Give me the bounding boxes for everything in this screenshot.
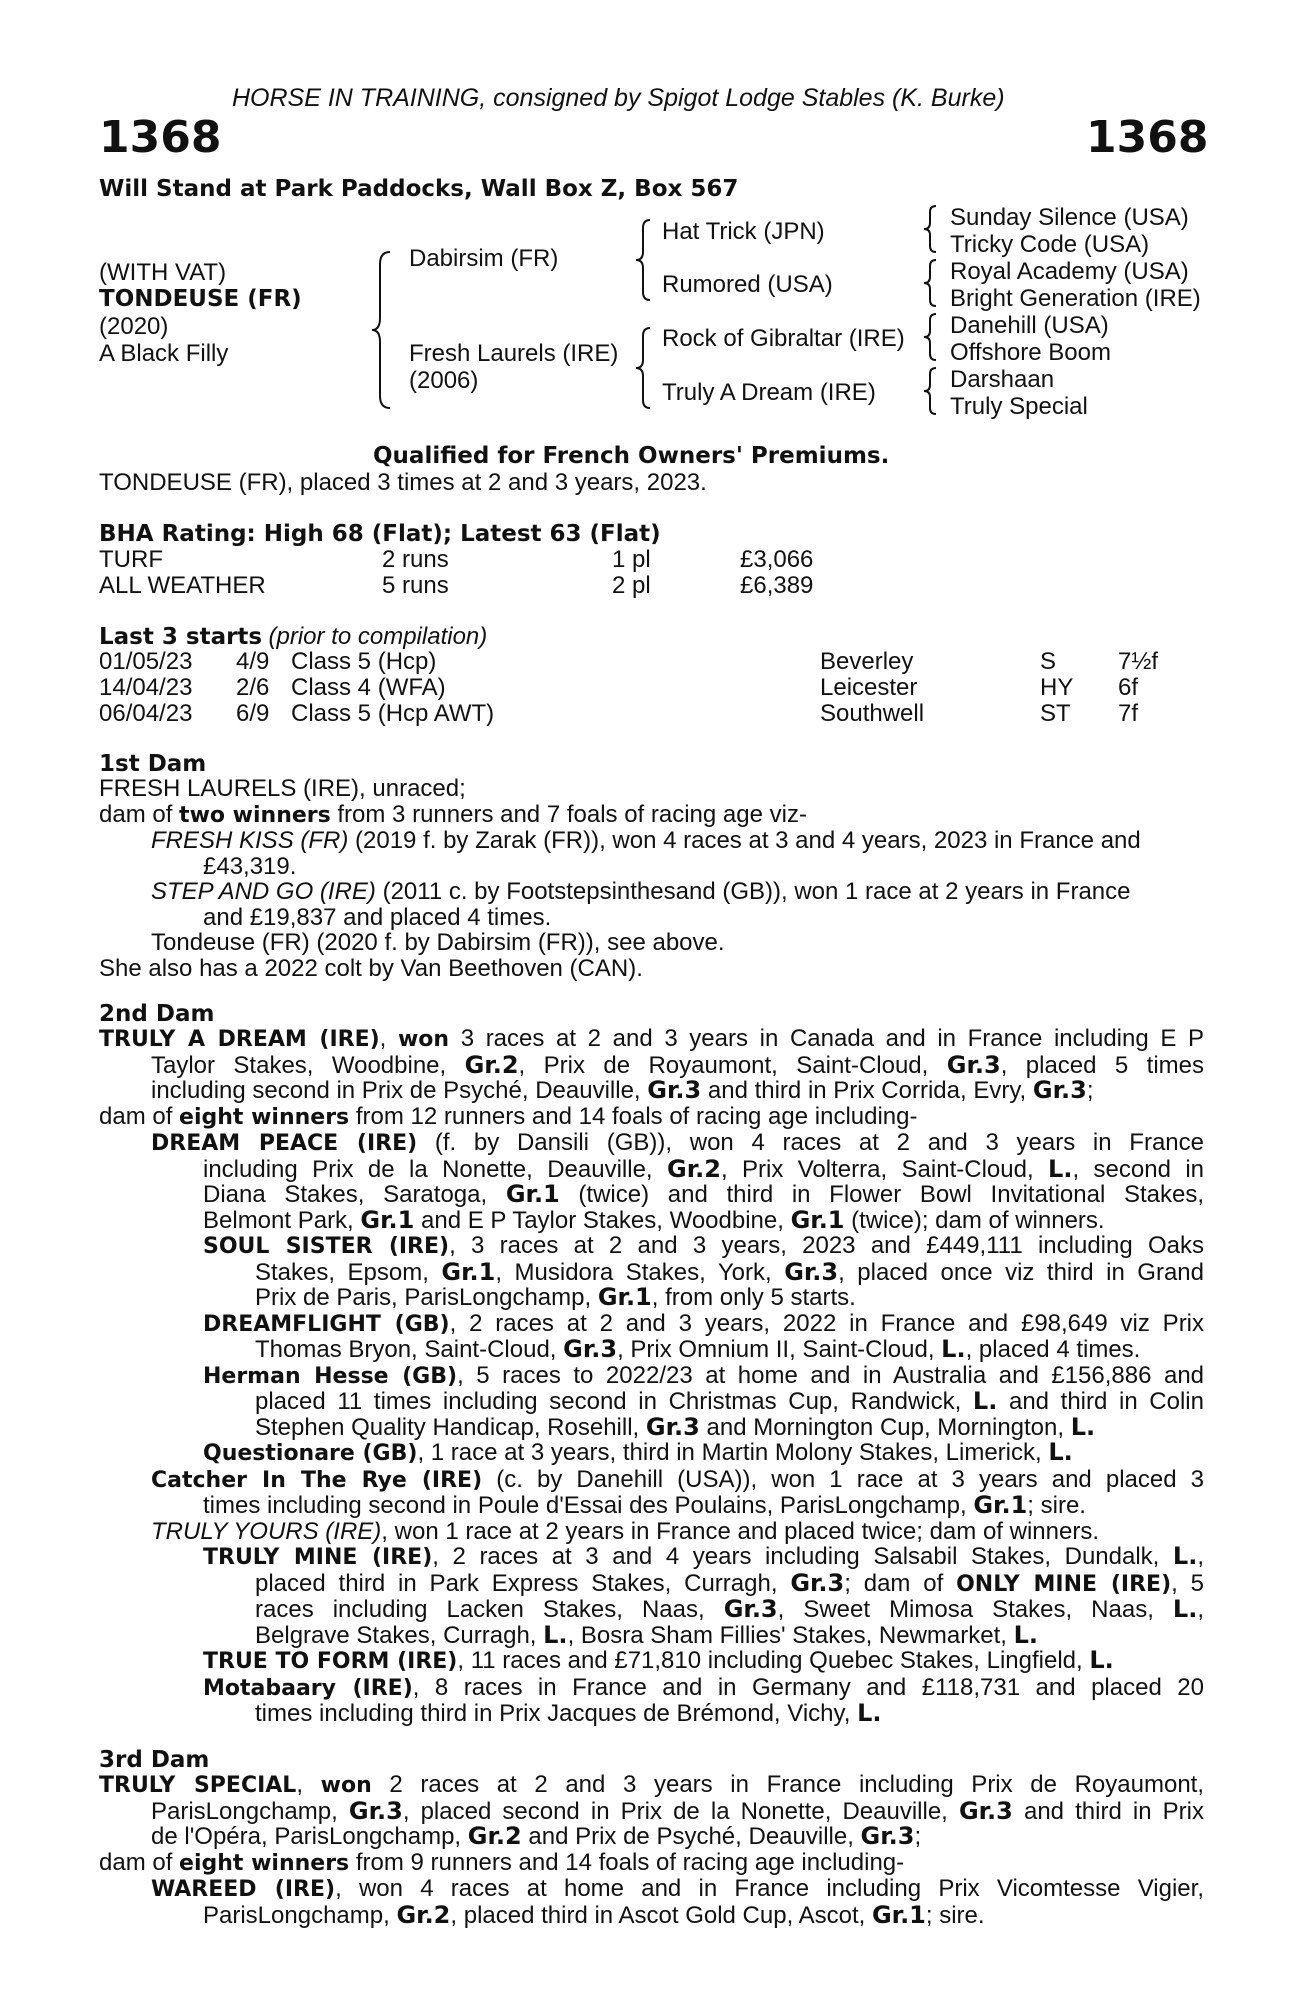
- text: won: [320, 1773, 372, 1798]
- grade: Gr.3: [946, 1050, 1001, 1079]
- grade: Gr.3: [860, 1822, 915, 1850]
- start-class-3: Class 5 (Hcp AWT): [291, 700, 495, 727]
- line: [151, 1900, 1204, 1929]
- text: , from only 5 starts.: [651, 1284, 856, 1311]
- text: , 5: [1171, 1569, 1204, 1597]
- text: and Mornington Cup, Mornington,: [699, 1413, 1071, 1441]
- pedigree-g3-1: Sunday Silence (USA): [950, 204, 1189, 231]
- horse-year: (2020): [99, 313, 169, 340]
- text: (f. by Dansili (GB)), won 4 races at 2 and 3 years in France: [417, 1129, 1204, 1156]
- produce-step-and-go: [99, 879, 1204, 930]
- rating-heading: BHA Rating: High 68 (Flat); Latest 63 (Flat): [99, 521, 661, 547]
- dam2-section: [99, 1026, 1204, 1727]
- text: Thomas Bryon, Saint-Cloud,: [255, 1336, 564, 1363]
- text: ;: [914, 1823, 922, 1850]
- grade: L.: [972, 1387, 998, 1415]
- text: , Prix de Royaumont, Saint-Cloud,: [518, 1051, 947, 1079]
- last-starts-note: (prior to compilation): [268, 623, 488, 650]
- line: [203, 1337, 1204, 1363]
- start-course-1: Beverley: [820, 648, 914, 675]
- text: and third in Colin: [997, 1388, 1204, 1415]
- text: Prix de Paris, ParisLongchamp,: [255, 1284, 598, 1311]
- rating-runs-2: 5 runs: [382, 572, 449, 599]
- text: , won 4 races at home and in France including Prix Vicomtesse Vigier,: [335, 1875, 1204, 1902]
- text: Stephen Quality Handicap, Rosehill,: [255, 1413, 646, 1441]
- produce-name: Catcher In The Rye (IRE): [151, 1467, 483, 1493]
- grade: Gr.3: [958, 1796, 1013, 1825]
- produce-name: DREAMFLIGHT (GB): [203, 1311, 450, 1337]
- start-going-3: ST: [1040, 700, 1071, 727]
- start-pos-1: 4/9: [236, 648, 270, 675]
- grade: Gr.2: [467, 1822, 522, 1850]
- grade: L.: [1070, 1412, 1096, 1441]
- line: [203, 1311, 1204, 1338]
- lot-number-right: 1368: [1086, 112, 1209, 163]
- grade: L.: [941, 1335, 966, 1363]
- grade: Gr.1: [597, 1283, 652, 1311]
- produce-true-to-form: [99, 1648, 1204, 1675]
- grade: Gr.3: [784, 1257, 839, 1286]
- text: ,: [379, 1025, 398, 1052]
- pedigree-dam-year: (2006): [409, 367, 479, 394]
- text: placed third in Park Express Stakes, Curragh,: [255, 1569, 791, 1597]
- text: placed 11 times including second in Christmas Cup, Randwick,: [255, 1388, 973, 1415]
- start-dist-1: 7½f: [1118, 648, 1159, 675]
- text: including second in Prix de Psyché, Deauville,: [151, 1077, 648, 1104]
- dam1-produce-line: [99, 802, 1204, 829]
- rating-placed-2: 2 pl: [612, 572, 651, 599]
- text: , Prix Volterra, Saint-Cloud,: [720, 1155, 1049, 1183]
- text: (2011 c. by Footstepsinthesand (GB)), won 1 race at 2 years in France: [375, 878, 1131, 905]
- pedigree-g3-4: Bright Generation (IRE): [950, 285, 1201, 312]
- grade: Gr.3: [723, 1595, 778, 1623]
- grade: L.: [857, 1699, 882, 1727]
- produce-tondeuse: Tondeuse (FR) (2020 f. by Dabirsim (FR)), see above.: [151, 929, 725, 956]
- horse-name: TONDEUSE (FR): [99, 286, 302, 312]
- grade: Gr.2: [667, 1154, 721, 1183]
- grade: Gr.3: [790, 1568, 845, 1597]
- pedigree-g3-5: Danehill (USA): [950, 312, 1109, 339]
- grade: Gr.3: [1032, 1076, 1087, 1104]
- winners-count: two winners: [179, 802, 331, 828]
- line: [203, 1285, 1204, 1311]
- line: [203, 1233, 1204, 1260]
- pedigree-dam-dam: Truly A Dream (IRE): [662, 379, 876, 406]
- grade: Gr.1: [505, 1180, 560, 1208]
- line: [203, 1675, 1204, 1702]
- text: , placed second in Prix de la Nonette, Deauville,: [402, 1797, 959, 1825]
- brace-g3-1: [922, 204, 938, 254]
- horse-description: A Black Filly: [99, 340, 229, 367]
- text: from 12 runners and 14 foals of racing age including-: [349, 1102, 918, 1130]
- consignor-line: HORSE IN TRAINING, consigned by Spigot Lodge Stables (K. Burke): [232, 84, 1005, 112]
- produce-dreamflight: [151, 1311, 1204, 1363]
- winners-count: eight winners: [179, 1850, 350, 1876]
- text: (2019 f. by Zarak (FR)), won 4 races at 3 and 4 years, 2023 in France and: [348, 827, 1141, 854]
- text: , placed once viz third in Grand: [838, 1258, 1205, 1286]
- text: , 2 races at 2 and 3 years, 2022 in France and £98,649 viz Prix: [449, 1309, 1205, 1337]
- text: , Sweet Mimosa Stakes, Naas,: [777, 1596, 1173, 1623]
- lot-number-left: 1368: [99, 112, 222, 163]
- produce-catcher-in-the-rye: [99, 1467, 1204, 1519]
- pedigree-g3-7: Darshaan: [950, 366, 1055, 393]
- line: [99, 1772, 1204, 1799]
- dam1-colt-note: She also has a 2022 colt by Van Beethoven (CAN).: [99, 954, 643, 982]
- text: 3 races at 2 and 3 years in Canada and in France including E P: [449, 1025, 1204, 1052]
- line: [255, 1597, 1204, 1623]
- pedigree-g3-2: Tricky Code (USA): [950, 231, 1150, 258]
- text: ParisLongchamp,: [203, 1901, 397, 1929]
- produce-name: WAREED (IRE): [151, 1877, 336, 1902]
- start-going-1: S: [1040, 648, 1057, 675]
- produce-name: Motabaary (IRE): [203, 1675, 413, 1701]
- text: , second in: [1072, 1155, 1205, 1183]
- dam2-heading: 2nd Dam: [99, 1001, 215, 1027]
- text: , 11 races and £71,810 including Quebec Stakes, Lingfield,: [457, 1647, 1090, 1674]
- grade: Gr.3: [348, 1796, 403, 1825]
- produce-name: DREAM PEACE (IRE): [151, 1131, 418, 1156]
- last-starts-title: Last 3 starts: [99, 624, 263, 650]
- text: and Prix de Psyché, Deauville,: [521, 1823, 861, 1850]
- text: , placed 5 times: [1000, 1051, 1204, 1079]
- produce-fresh-kiss: [99, 828, 1204, 879]
- text: dam of: [99, 1848, 180, 1876]
- dam2-line-4: [99, 1104, 1204, 1131]
- text: ; sire.: [925, 1901, 985, 1929]
- produce-questionare: [151, 1440, 1204, 1467]
- start-date-2: 14/04/23: [99, 674, 193, 701]
- text: , 1 race at 3 years, third in Martin Molony Stakes, Limerick,: [417, 1439, 1049, 1466]
- start-date-3: 06/04/23: [99, 700, 193, 727]
- produce-motabaary: [99, 1675, 1204, 1727]
- pedigree-sire-dam: Rumored (USA): [662, 271, 833, 298]
- text: (twice); dam of winners.: [844, 1206, 1105, 1234]
- dam3-heading: 3rd Dam: [99, 1747, 210, 1773]
- text: Taylor Stakes, Woodbine,: [151, 1051, 465, 1079]
- grade: Gr.1: [790, 1205, 845, 1234]
- premiums-note: Qualified for French Owners' Premiums.: [373, 443, 890, 469]
- text: , 8 races in France and in Germany and £118,731 and placed 20: [412, 1673, 1204, 1701]
- line: [151, 1493, 1204, 1519]
- text: and E P Taylor Stakes, Woodbine,: [414, 1206, 791, 1234]
- produce-name: TRULY MINE (IRE): [203, 1545, 433, 1570]
- start-dist-2: 6f: [1118, 674, 1139, 701]
- produce-name: Herman Hesse (GB): [203, 1363, 458, 1389]
- text: and £19,837 and placed 4 times.: [203, 903, 552, 931]
- text: including Prix de la Nonette, Deauville,: [203, 1155, 667, 1183]
- produce-truly-yours: [99, 1519, 1204, 1545]
- text: , Prix Omnium II, Saint-Cloud,: [617, 1336, 942, 1363]
- rating-prize-2: £6,389: [740, 572, 814, 599]
- vat-note: (WITH VAT): [99, 259, 227, 286]
- pedigree-g3-6: Offshore Boom: [950, 339, 1111, 366]
- line: [99, 1824, 1204, 1850]
- produce-wareed: [99, 1876, 1204, 1928]
- rating-prize-1: £3,066: [740, 546, 814, 573]
- grade: Gr.1: [360, 1205, 415, 1234]
- text: (twice) and third in Flower Bowl Invitational Stakes,: [559, 1181, 1204, 1208]
- grade: Gr.3: [645, 1412, 700, 1441]
- line: [151, 1205, 1204, 1234]
- text: 2 races at 2 and 3 years in France including Prix de Royaumont,: [371, 1771, 1205, 1798]
- pedigree-g3-8: Truly Special: [950, 393, 1088, 420]
- rating-surface-1: TURF: [99, 546, 163, 573]
- text: won: [397, 1027, 450, 1052]
- dam3-section: [99, 1772, 1204, 1928]
- text: £43,319.: [203, 852, 297, 880]
- line: [203, 1412, 1204, 1441]
- text: and third in Prix: [1012, 1797, 1204, 1825]
- text: , 2 races at 3 and 4 years including Salsabil Stakes, Dundalk,: [432, 1543, 1173, 1570]
- brace-g3-3: [922, 312, 938, 362]
- line: [203, 1701, 1204, 1727]
- text: from 9 runners and 14 foals of racing age including-: [349, 1848, 905, 1876]
- text: Belgrave Stakes, Curragh,: [255, 1621, 544, 1649]
- produce-herman-hesse: [151, 1363, 1204, 1441]
- produce-name: TRUE TO FORM (IRE): [203, 1649, 458, 1674]
- grade: L.: [1172, 1595, 1198, 1623]
- grade: Gr.3: [563, 1335, 618, 1363]
- text: , 5 races to 2022/23 at home and in Australia and £156,886 and: [457, 1361, 1205, 1389]
- text: Stakes, Epsom,: [255, 1258, 442, 1286]
- pedigree-sire: Dabirsim (FR): [409, 245, 559, 272]
- line: [203, 1363, 1204, 1390]
- text: , won 1 race at 2 years in France and placed twice; dam of winners.: [381, 1517, 1099, 1545]
- text: times including third in Prix Jacques de Brémond, Vichy,: [255, 1700, 858, 1727]
- line: [255, 1389, 1204, 1415]
- grade: Gr.2: [464, 1050, 519, 1079]
- start-course-3: Southwell: [820, 700, 925, 727]
- grade: Gr.2: [396, 1900, 451, 1929]
- produce-name: SOUL SISTER (IRE): [203, 1234, 450, 1259]
- text: , Musidora Stakes, York,: [495, 1258, 785, 1286]
- text: times including second in Poule d'Essai des Poulains, ParisLongchamp,: [203, 1492, 974, 1519]
- dam1-line: FRESH LAURELS (IRE), unraced;: [99, 775, 466, 802]
- text: ,: [1197, 1543, 1205, 1570]
- produce-name: Questionare (GB): [203, 1441, 418, 1466]
- pedigree-dam-sire: Rock of Gibraltar (IRE): [662, 325, 905, 352]
- line: [255, 1568, 1204, 1598]
- start-course-2: Leicester: [820, 674, 918, 701]
- produce-soul-sister: [151, 1233, 1204, 1311]
- text: ;: [1086, 1077, 1094, 1104]
- winners-count: eight winners: [179, 1104, 350, 1130]
- pedigree-brace-dam: [634, 326, 652, 410]
- line: [151, 1876, 1204, 1903]
- produce-truly-mine: [99, 1544, 1204, 1648]
- grade: L.: [1048, 1438, 1073, 1466]
- dam2-line-2: [151, 1050, 1204, 1079]
- produce-dream-peace: [99, 1130, 1204, 1467]
- rating-placed-1: 1 pl: [612, 546, 651, 573]
- text: , placed 4 times.: [965, 1336, 1141, 1363]
- rating-runs-1: 2 runs: [382, 546, 449, 573]
- dam-name: TRULY SPECIAL: [99, 1773, 297, 1798]
- line: [203, 1182, 1204, 1208]
- grade: Gr.1: [441, 1257, 496, 1286]
- grade: Gr.3: [647, 1076, 702, 1104]
- text: , Bosra Sham Fillies' Stakes, Newmarket,: [567, 1621, 1014, 1649]
- line: [151, 1467, 1204, 1494]
- grade: L.: [1172, 1542, 1198, 1570]
- grade: L.: [543, 1620, 568, 1649]
- line: [203, 1544, 1204, 1571]
- produce-name: ONLY MINE (IRE): [956, 1571, 1172, 1597]
- produce-name: TRULY YOURS (IRE): [151, 1517, 382, 1545]
- text: dam of: [99, 1102, 180, 1130]
- text: Belmont Park,: [203, 1206, 361, 1234]
- grade: Gr.1: [973, 1491, 1028, 1519]
- start-pos-3: 6/9: [236, 700, 270, 727]
- stand-location: Will Stand at Park Paddocks, Wall Box Z, Box 567: [99, 176, 739, 202]
- grade: L.: [1013, 1620, 1039, 1649]
- brace-g3-4: [922, 366, 938, 416]
- produce-name: FRESH KISS (FR): [151, 827, 349, 854]
- text: dam of: [99, 800, 180, 828]
- dam2-line-1: [99, 1026, 1204, 1053]
- text: ; dam of: [844, 1569, 957, 1597]
- grade: Gr.1: [871, 1900, 926, 1929]
- brace-g3-2: [922, 258, 938, 308]
- text: Diana Stakes, Saratoga,: [203, 1181, 506, 1208]
- start-class-2: Class 4 (WFA): [291, 674, 446, 701]
- dam1-section: [99, 776, 1204, 981]
- pedigree-sire-sire: Hat Trick (JPN): [662, 218, 825, 245]
- grade: L.: [1089, 1646, 1114, 1674]
- pedigree-g3-3: Royal Academy (USA): [950, 258, 1189, 285]
- text: from 3 runners and 7 foals of racing age viz-: [330, 800, 807, 828]
- text: and third in Prix Corrida, Evry,: [701, 1077, 1033, 1104]
- last-starts-heading: [99, 623, 487, 651]
- pedigree-dam: Fresh Laurels (IRE): [409, 340, 619, 367]
- text: ; sire.: [1027, 1492, 1086, 1519]
- start-dist-3: 7f: [1118, 700, 1139, 727]
- dam-name: TRULY A DREAM (IRE): [99, 1027, 380, 1052]
- race-summary: TONDEUSE (FR), placed 3 times at 2 and 3 years, 2023.: [99, 469, 707, 496]
- text: (c. by Danehill (USA)), won 1 race at 3 years and placed 3: [482, 1465, 1204, 1493]
- dam2-line-3: [99, 1078, 1204, 1104]
- text: , 3 races at 2 and 3 years, 2023 and £449,111 including Oaks: [449, 1232, 1204, 1259]
- produce-name: STEP AND GO (IRE): [151, 878, 376, 905]
- text: ,: [1197, 1596, 1204, 1623]
- line: [255, 1257, 1205, 1286]
- pedigree-brace-sire: [634, 218, 652, 302]
- start-going-2: HY: [1040, 674, 1074, 701]
- start-pos-2: 2/6: [236, 674, 270, 701]
- line: [203, 1620, 1204, 1649]
- text: ,: [296, 1771, 321, 1798]
- dam1-heading: 1st Dam: [99, 751, 207, 777]
- line: [151, 1130, 1204, 1157]
- line: [203, 1154, 1205, 1183]
- grade: L.: [1048, 1154, 1073, 1183]
- text: , placed third in Ascot Gold Cup, Ascot,: [450, 1901, 872, 1929]
- text: races including Lacken Stakes, Naas,: [255, 1596, 724, 1623]
- start-date-1: 01/05/23: [99, 648, 193, 675]
- text: de l'Opéra, ParisLongchamp,: [151, 1823, 468, 1850]
- line: [99, 1850, 1204, 1877]
- pedigree-brace-main: [370, 250, 392, 410]
- rating-surface-2: ALL WEATHER: [99, 572, 266, 599]
- start-class-1: Class 5 (Hcp): [291, 648, 437, 675]
- line: [151, 1796, 1204, 1825]
- text: ParisLongchamp,: [151, 1797, 349, 1825]
